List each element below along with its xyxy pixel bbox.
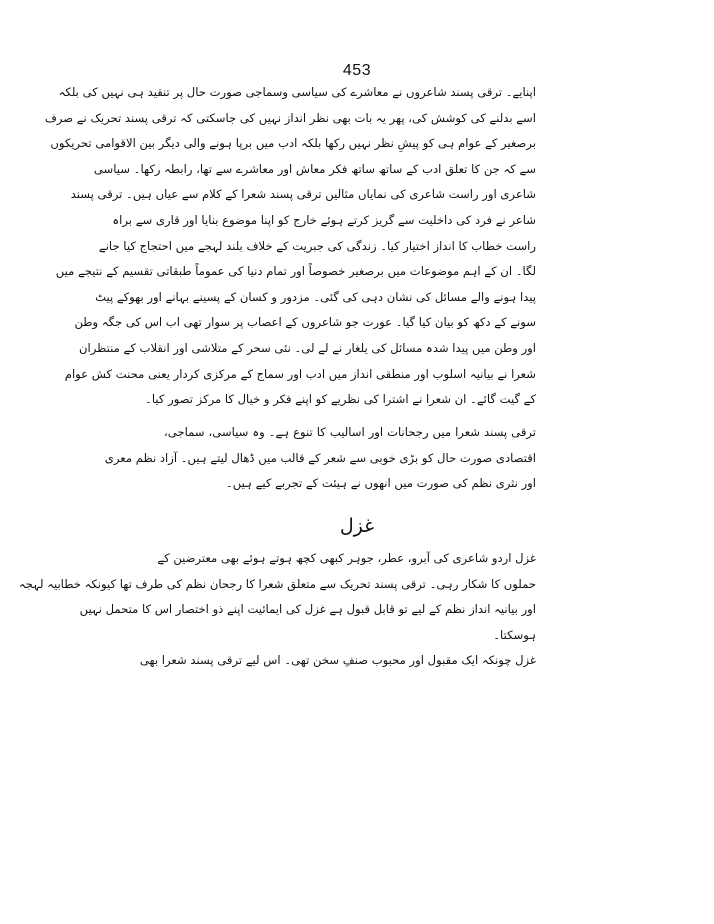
text-line: پیدا ہونے والے مسائل کی نشان دہی کی گئی۔ مزدور و کسان کے پسینے بہانے اور بھوکے پیٹ xyxy=(95,289,536,304)
text-line: سونے کے دکھ کو بیان کیا گیا۔ عورت جو شاعروں کے اعصاب پر سوار تھی اب اس کی جگہ وطن xyxy=(74,315,536,330)
text-line: کے گیت گائے۔ ان شعرا نے اشترا کی نظریے کو اپنے فکر و خیال کا مرکز تصور کیا۔ xyxy=(145,392,536,407)
text-line: راست خطاب کا انداز اختیار کیا۔ زندگی کی جبریت کے خلاف بلند لہجے میں احتجاج کیا جانے xyxy=(98,238,536,253)
paragraph-ghazal-popular xyxy=(139,648,536,674)
section-heading-ghazal: غزل xyxy=(339,515,375,537)
text-line: برصغیر کے عوام ہی کو پیشِ نظر نہیں رکھا بلکہ ادب میں برپا ہونے والی دیگر بین الاقوامی تحریکوں xyxy=(50,136,536,151)
paragraph-trends-styles xyxy=(104,420,536,497)
text-line: شاعری اور راست شاعری کی نمایاں مثالیں ترقی پسند شعرا کے کلام سے عیاں ہیں۔ ترقی پسند xyxy=(70,187,536,202)
paragraph-progressive-poetry xyxy=(44,80,536,413)
text-line: شاعر نے فرد کی داخلیت سے گریز کرتے ہوئے خارج کو اپنا موضوع بنایا اور قاری سے براہ xyxy=(112,212,536,227)
text-line: غزل اردو شاعری کی آبرو، عطر، جوہر کبھی کچھ ہوتے ہوئے بھی معترضین کے xyxy=(157,551,536,565)
text-line: ہوسکتا۔ xyxy=(493,627,536,642)
text-line: اقتصادی صورت حال کو بڑی خوبی سے شعر کے قالب میں ڈھال لیتے ہیں۔ آزاد نظم معری xyxy=(104,450,536,465)
text-line: سے کہ جن کا تعلق ادب کے ساتھ ساتھ فکر معاش اور معاشرے سے تھا، رابطہ رکھا۔ سیاسی xyxy=(93,161,536,176)
text-line: اور بیانیہ انداز نظم کے لیے تو قابل قبول ہے غزل کی ایمائیت اپنے ذو اختصار اس کا متحمل نہیں xyxy=(79,602,536,617)
text-line: اسے بدلنے کی کوشش کی، پھر یہ بات بھی نظر انداز نہیں کی جاسکتی کہ ترقی پسند تحریک نے صرف xyxy=(44,110,536,125)
paragraph-ghazal-intro xyxy=(18,546,536,648)
text-line: حملوں کا شکار رہی۔ ترقی پسند تحریک سے متعلق شعرا کا رجحان نظم کی طرف تھا کیونکہ خطابیہ لہجہ xyxy=(18,576,536,591)
text-line: غزل چونکہ ایک مقبول اور محبوب صنفِ سخن تھی۔ اس لیے ترقی پسند شعرا بھی xyxy=(139,653,536,667)
text-line: شعرا نے بیانیہ اسلوب اور منطقی انداز میں ادب اور سماج کے مرکزی کردار یعنی محنت کش عوام xyxy=(64,366,536,381)
page-number: 453 xyxy=(342,62,372,79)
text-line: ترقی پسند شعرا میں رجحانات اور اسالیب کا تنوع ہے۔ وہ سیاسی، سماجی، xyxy=(164,425,536,439)
text-line: اور وطن میں پیدا شدہ مسائل کی یلغار نے لے لی۔ نئی سحر کے متلاشی اور انقلاب کے منتظران xyxy=(79,340,536,355)
text-line: اور نثری نظم کی صورت میں انھوں نے ہیئت کے تجربے کیے ہیں۔ xyxy=(225,476,536,491)
text-line: اپنایے۔ ترقی پسند شاعروں نے معاشرے کی سیاسی وسماجی صورت حال پر تنقید ہی نہیں کی بلکہ xyxy=(58,85,536,99)
text-line: لگا۔ ان کے اہم موضوعات میں برصغیر خصوصاً اور تمام دنیا کی عموماً طبقاتی تقسیم کے نتیجے میں xyxy=(55,264,536,279)
